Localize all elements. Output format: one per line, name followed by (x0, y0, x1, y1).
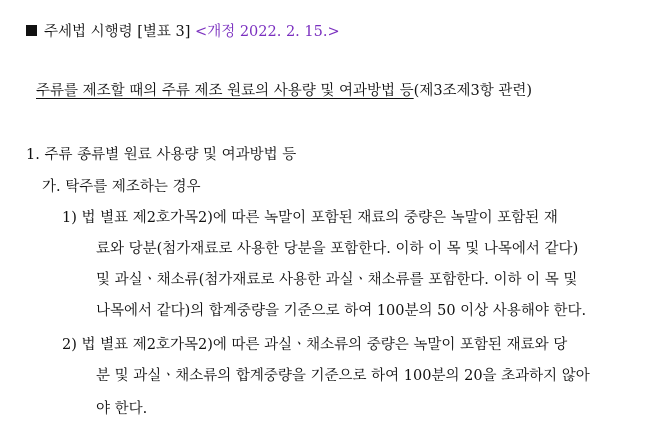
paragraph-line: 료와 당분(첨가재료로 사용한 당분을 포함한다. 이하 이 목 및 나목에서 같다) (96, 241, 579, 257)
header-label: 주세법 시행령 [별표 3] (44, 24, 191, 40)
paragraph-line: 분 및 과실ㆍ채소류의 합계중량을 기준으로 하여 100분의 20을 초과하지 않아 (96, 368, 590, 384)
paragraph-line: 나목에서 같다)의 합계중량을 기준으로 하여 100분의 50 이상 사용해야 한다. (96, 303, 587, 319)
title-main: 주류를 제조할 때의 주류 제조 원료의 사용량 및 여과방법 등 (36, 83, 414, 99)
title-reference: (제3조제3항 관련) (413, 83, 533, 99)
revision-date: <개정 2022. 2. 15.> (195, 24, 340, 40)
document-header (26, 20, 340, 41)
paragraph-line: 및 과실ㆍ채소류(첨가재료로 사용한 과실ㆍ채소류를 포함한다. 이하 이 목 및 (96, 272, 578, 288)
section-1-heading: 1. 주류 종류별 원료 사용량 및 여과방법 등 (26, 147, 297, 163)
document-title (36, 79, 532, 100)
paragraph-line: 1) 법 별표 제2호가목2)에 따른 녹말이 포함된 재료의 중량은 녹말이 포함된 재 (62, 210, 558, 226)
black-square-icon (26, 25, 37, 36)
paragraph-line: 2) 법 별표 제2호가목2)에 따른 과실ㆍ채소류의 중량은 녹말이 포함된 재료와 당 (62, 337, 568, 353)
paragraph-line: 야 한다. (96, 401, 148, 417)
section-ga-heading: 가. 탁주를 제조하는 경우 (42, 179, 201, 195)
